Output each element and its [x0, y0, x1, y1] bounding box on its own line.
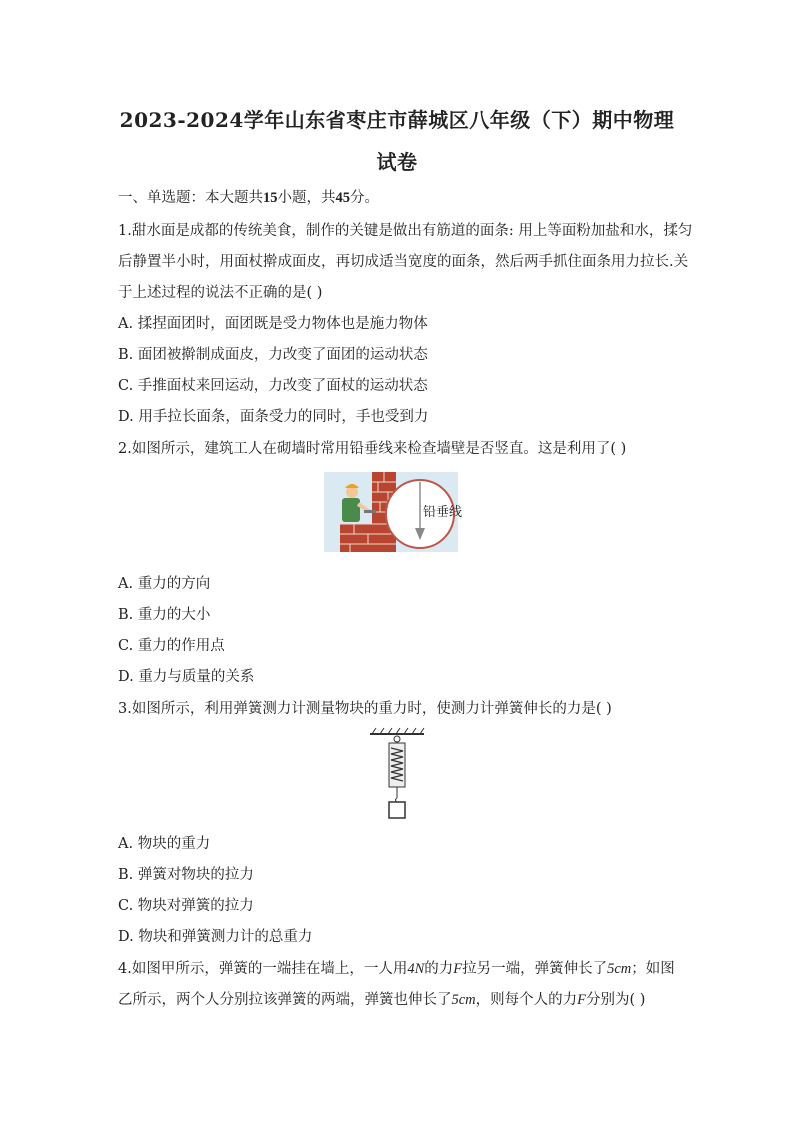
spring-scale	[389, 743, 405, 802]
q1-text-line2: 后静置半小时，用面杖擀成面皮，再切成适当宽度的面条，然后两手抓住面条用力拉长.关	[118, 254, 689, 270]
q4-l1-d: ；如图	[631, 961, 675, 977]
q3-option-b[interactable]: B. 弹簧对物块的拉力	[118, 867, 254, 883]
q4-force-value: 4N	[407, 961, 425, 977]
q3-option-d[interactable]: D. 物块和弹簧测力计的总重力	[118, 929, 313, 945]
ceiling-mount	[370, 728, 424, 742]
q3-option-c[interactable]: C. 物块对弹簧的拉力	[118, 898, 254, 914]
q2-text: 2.如图所示，建筑工人在砌墙时常用铅垂线来检查墙壁是否竖直。这是利用了( )	[118, 441, 627, 457]
spring-scale-figure	[362, 728, 432, 822]
total-points: 45	[335, 190, 350, 206]
q4-l2-a: 乙所示，两个人分别拉该弹簧的两端，弹簧也伸长了	[118, 992, 452, 1008]
q1-option-b[interactable]: B. 面团被擀制成面皮，力改变了面团的运动状态	[118, 347, 428, 363]
exam-title-line1: 2023-2024学年山东省枣庄市薛城区八年级（下）期中物理	[119, 108, 675, 132]
q1-option-d[interactable]: D. 用手拉长面条，面条受力的同时，手也受到力	[118, 409, 429, 425]
q4-l2-c: 分别为( )	[586, 992, 646, 1008]
q4-text-line1	[118, 957, 714, 978]
q4-extension-value-2: 5cm	[451, 992, 476, 1008]
q4-extension-value: 5cm	[607, 961, 632, 977]
q4-l1-a: 4.如图甲所示，弹簧的一端挂在墙上，一人用	[118, 961, 408, 977]
q1-text-line3: 于上述过程的说法不正确的是( )	[118, 285, 323, 301]
q2-option-a[interactable]: A. 重力的方向	[118, 576, 211, 592]
q4-l1-b: 的力	[424, 961, 454, 977]
q4-force-symbol-2: F	[577, 992, 587, 1008]
q2-option-b[interactable]: B. 重力的大小	[118, 607, 211, 623]
q3-option-a[interactable]: A. 物块的重力	[118, 836, 211, 852]
q4-l2-b: ，则每个人的力	[475, 992, 578, 1008]
q1-option-a[interactable]: A. 揉捏面团时，面团既是受力物体也是施力物体	[118, 316, 428, 332]
q4-force-symbol: F	[453, 961, 463, 977]
plumb-line-label: 铅垂线	[423, 505, 463, 520]
plumb-line-figure	[324, 472, 463, 552]
q4-l1-c: 拉另一端，弹簧伸长了	[462, 961, 608, 977]
q2-option-c[interactable]: C. 重力的作用点	[118, 638, 225, 654]
section-heading-prefix: 一、单选题：本大题共	[118, 190, 263, 206]
q1-option-c[interactable]: C. 手推面杖来回运动，力改变了面杖的运动状态	[118, 378, 428, 394]
q1-text-line1: 1.甜水面是成都的传统美食，制作的关键是做出有筋道的面条: 用上等面粉加盐和水，揉匀	[118, 223, 693, 239]
q2-option-d[interactable]: D. 重力与质量的关系	[118, 669, 255, 685]
section-heading-suffix: 分。	[350, 190, 379, 206]
question-count: 15	[263, 190, 278, 206]
q3-text: 3.如图所示，利用弹簧测力计测量物块的重力时，使测力计弹簧伸长的力是( )	[118, 701, 612, 717]
q4-text-line2	[118, 988, 714, 1009]
weight-block	[389, 802, 405, 818]
section-heading	[118, 186, 714, 207]
section-heading-mid: 小题，共	[277, 190, 336, 206]
exam-title-line2: 试卷	[376, 150, 418, 174]
